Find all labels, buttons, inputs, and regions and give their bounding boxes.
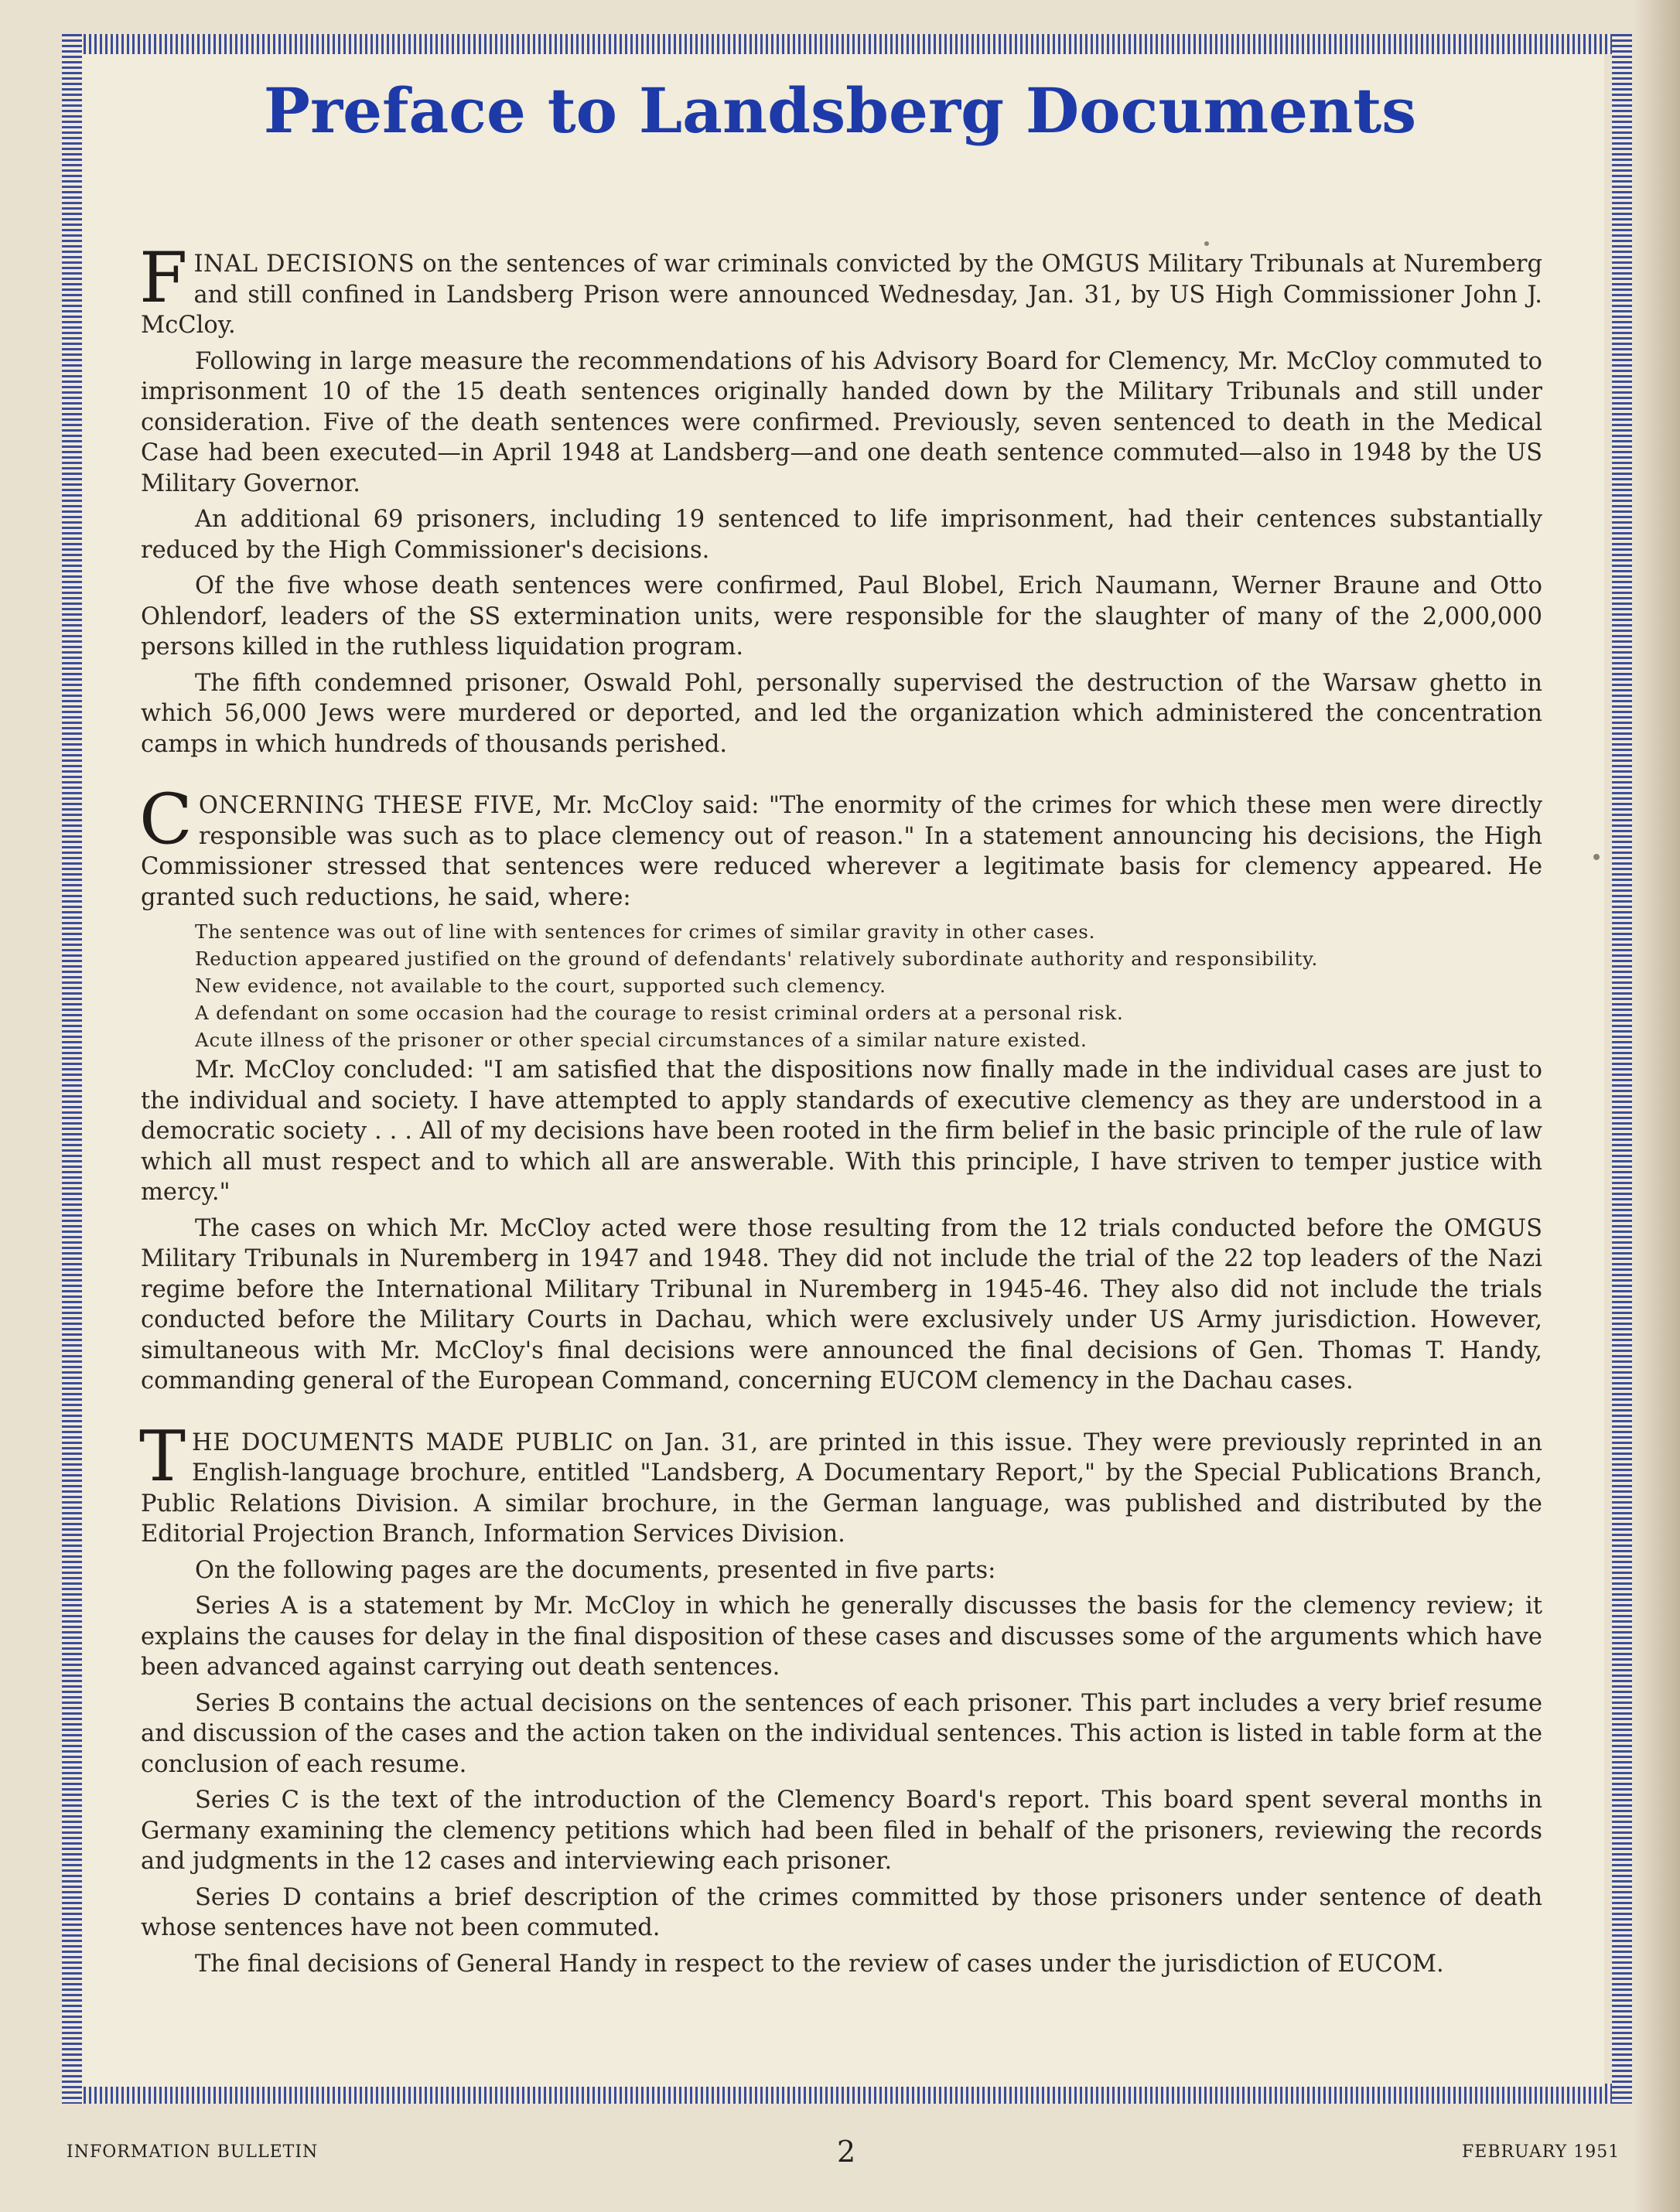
lead-in: HE DOCUMENTS MADE PUBLIC: [192, 1429, 614, 1456]
paragraph: The cases on which Mr. McCloy acted were those resulting from the 12 trials conducted before the OMGUS Military Tribunals in Nuremberg in 1947 and 1948. They did not include the trial of the 22 top leaders of the Nazi regime before the International Military Tribunal in Nuremberg in 1945-46. They also did not include the trials conducted before the Military Courts in Dachau, which were exclusively under US Army jurisdiction. However, simultaneous with Mr. McCloy's final decisions were announced the final decisions of Gen. Thomas T. Handy, commanding general of the European Command, concerning EUCOM clemency in the Dachau cases.: [141, 1214, 1542, 1394]
footer-page-number: 2: [837, 2135, 857, 2169]
paragraph: [139, 1415, 1542, 1550]
paragraph: Series A is a statement by Mr. McCloy in which he generally discusses the basis for the clemency review; it explains the causes for delay in the final disposition of these cases and discusses some of the arguments which have been advanced against carrying out death sentences.: [141, 1592, 1542, 1681]
paragraph: Series D contains a brief description of the crimes committed by those prisoners under sentence of death whose sentences have not been commuted.: [141, 1883, 1542, 1941]
paragraph-text: on Jan. 31, are printed in this issue. They were previously reprinted in an English-language brochure, entitled "Landsberg, A Documentary Report," by the Special Publications Branch, Public Relations Division. A similar brochure, in the German language, was published and distributed by the Editorial Projection Branch, Information Services Division.: [141, 1429, 1542, 1548]
list-item: New evidence, not available to the court, supported such clemency.: [195, 975, 886, 997]
border-top: [62, 34, 1632, 54]
paragraph-text: Mr. McCloy said: "The enormity of the crimes for which these men were directly responsible was such as to place clemency out of reason." In a statement announcing his decisions, the High Commissioner stressed that sentences were reduced wherever a legitimate basis for clemency appeared. He granted such reductions, he said, where:: [141, 792, 1542, 911]
clemency-reasons-list: [195, 918, 1542, 1053]
drop-cap: C: [139, 779, 193, 860]
list-item: A defendant on some occasion had the courage to resist criminal orders at a personal risk.: [195, 1002, 1124, 1024]
paragraph: Series B contains the actual decisions on the sentences of each prisoner. This part includes a very brief resume and discussion of the cases and the action taken on the individual sentences. This action is listed in table form at the conclusion of each resume.: [141, 1689, 1542, 1778]
border-left: [62, 34, 82, 2104]
paragraph-text: on the sentences of war criminals convicted by the OMGUS Military Tribunals at Nuremberg and still confined in Landsberg Prison were announced Wednesday, Jan. 31, by US High Commissioner John J. McCloy.: [141, 251, 1542, 339]
page-title: Preface to Landsberg Documents: [263, 74, 1417, 147]
paragraph: [139, 237, 1542, 341]
paragraph: [139, 779, 1542, 913]
paragraph: Series C is the text of the introduction of the Clemency Board's report. This board spent several months in Germany examining the clemency petitions which had been filed in behalf of the prisoners, reviewing the records and judgments in the 12 cases and interviewing each prisoner.: [141, 1787, 1542, 1875]
print-speck: [1204, 241, 1209, 246]
list-item: The sentence was out of line with sentences for crimes of similar gravity in other cases.: [195, 920, 1096, 943]
article-body: [139, 237, 1542, 1985]
lead-in: ONCERNING THESE FIVE,: [198, 792, 543, 819]
page-edge-shadow: [1634, 0, 1680, 2212]
paragraph: The final decisions of General Handy in respect to the review of cases under the jurisdiction of EUCOM.: [195, 1950, 1444, 1978]
footer-publication: INFORMATION BULLETIN: [67, 2142, 319, 2162]
paragraph: Of the five whose death sentences were confirmed, Paul Blobel, Erich Naumann, Werner Braune and Otto Ohlendorf, leaders of the SS extermination units, were responsible for the slaughter of many of the 2,000,000 persons killed in the ruthless liquidation program.: [141, 572, 1542, 661]
paragraph: On the following pages are the documents, presented in five parts:: [195, 1556, 996, 1584]
border-right: [1612, 34, 1632, 2104]
footer-date: FEBRUARY 1951: [1462, 2142, 1620, 2162]
print-speck: [1593, 854, 1600, 860]
paragraph: The fifth condemned prisoner, Oswald Pohl, personally supervised the destruction of the Warsaw ghetto in which 56,000 Jews were murdered or deported, and led the organization which administered the concentration camps in which hundreds of thousands perished.: [141, 669, 1542, 758]
paragraph: An additional 69 prisoners, including 19 sentenced to life imprisonment, had their centences substantially reduced by the High Commissioner's decisions.: [141, 506, 1542, 564]
paragraph: Following in large measure the recommendations of his Advisory Board for Clemency, Mr. McCloy commuted to imprisonment 10 of the 15 death sentences originally handed down by the Military Tribunals and still under consideration. Five of the death sentences were confirmed. Previously, seven sentenced to death in the Medical Case had been executed—in April 1948 at Landsberg—and one death sentence commuted—also in 1948 by the US Military Governor.: [141, 347, 1542, 497]
list-item: Acute illness of the prisoner or other special circumstances of a similar nature existed.: [195, 1029, 1088, 1051]
lead-in: INAL DECISIONS: [193, 251, 415, 278]
drop-cap: F: [139, 237, 188, 319]
paragraph: Mr. McCloy concluded: "I am satisfied that the dispositions now finally made in the individual cases are just to the individual and society. I have attempted to apply standards of executive clemency as they are understood in a democratic society . . . All of my decisions have been rooted in the firm belief in the basic principle of the rule of law which all must respect and to which all are answerable. With this principle, I have striven to temper justice with mercy.": [141, 1057, 1542, 1206]
drop-cap: T: [139, 1415, 186, 1497]
list-item: Reduction appeared justified on the ground of defendants' relatively subordinate authority and responsibility.: [195, 947, 1319, 970]
